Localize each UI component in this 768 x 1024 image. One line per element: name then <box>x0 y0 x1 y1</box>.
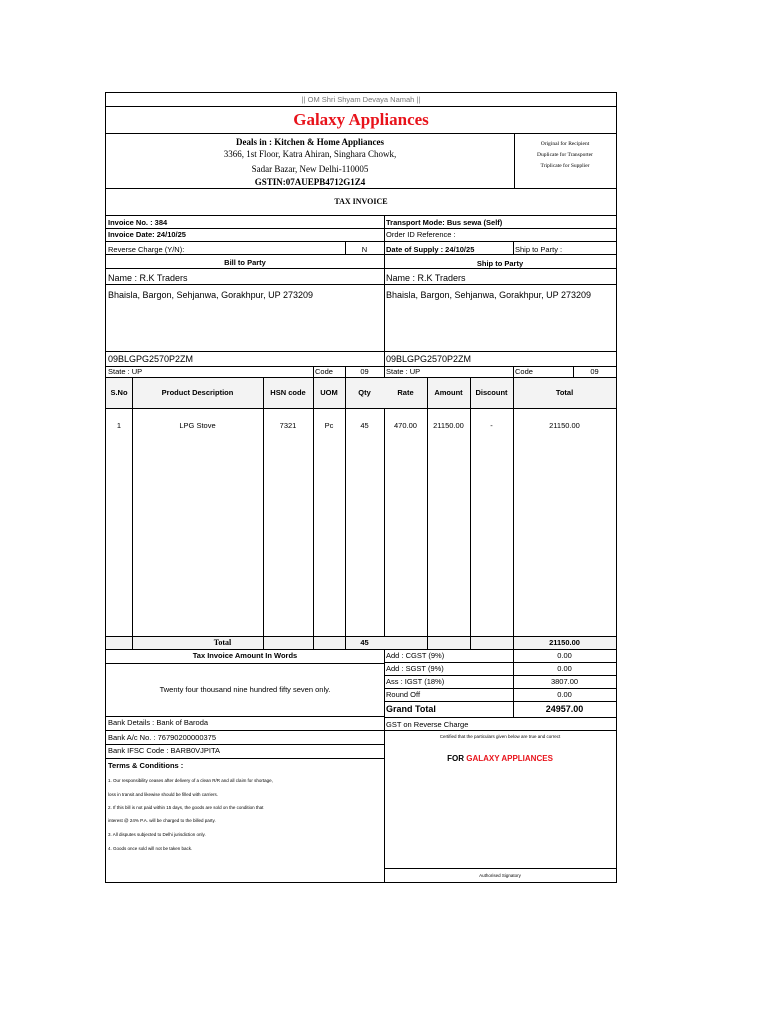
cgst-value: 0.00 <box>557 651 572 660</box>
ship-to-name: Name : R.K Traders <box>386 273 466 283</box>
transport-mode: Transport Mode: Bus sewa (Self) <box>386 218 503 227</box>
item-rate: 470.00 <box>394 421 417 430</box>
authorised-signatory: Authorised Signatory <box>479 873 521 878</box>
item-qty: 45 <box>360 421 369 430</box>
ship-to-party-field: Ship to Party : <box>515 245 563 254</box>
ship-to-code-label: Code <box>515 367 533 376</box>
sgst-label: Add : SGST (9%) <box>386 664 444 673</box>
address-line-2: Sadar Bazar, New Delhi-110005 <box>251 164 369 174</box>
bill-to-heading: Bill to Party <box>224 258 266 267</box>
col-header-uom: UOM <box>320 388 338 397</box>
for-company-line <box>384 753 616 765</box>
invoice-number: Invoice No. : 384 <box>108 218 168 227</box>
terms-heading: Terms & Conditions : <box>108 761 184 770</box>
item-description: LPG Stove <box>179 421 216 430</box>
ship-to-heading: Ship to Party <box>476 259 524 268</box>
terms-line-5: 3. All disputes subjected to Delhi jurisdiction only. <box>108 832 206 837</box>
for-company-name: GALAXY APPLIANCES <box>466 754 553 763</box>
total-amount: 21150.00 <box>549 638 580 647</box>
item-amount: 21150.00 <box>433 421 464 430</box>
document-title: TAX INVOICE <box>334 197 388 206</box>
round-off-value: 0.00 <box>557 690 572 699</box>
item-sno: 1 <box>116 421 122 430</box>
grand-total-value: 24957.00 <box>545 704 584 714</box>
terms-line-1: 1. Our responsibility ceases after delivery of a clean R/R and all claim for shortage, <box>108 778 273 783</box>
terms-line-4: interest @ 24% P.A. will be charged to the billed party. <box>108 818 216 823</box>
bill-to-state: State : UP <box>108 367 143 376</box>
order-id-reference: Order ID Reference : <box>386 230 456 239</box>
deals-in-line: Deals in : Kitchen & Home Appliances <box>236 137 384 147</box>
bank-details: Bank Details : Bank of Baroda <box>108 718 209 727</box>
igst-value: 3807.00 <box>550 677 579 686</box>
cgst-label: Add : CGST (9%) <box>386 651 445 660</box>
amount-in-words-heading: Tax Invoice Amount In Words <box>192 651 298 660</box>
gst-reverse-charge: GST on Reverse Charge <box>386 720 469 729</box>
item-total: 21150.00 <box>549 421 580 430</box>
bill-to-address: Bhaisla, Bargon, Sehjanwa, Gorakhpur, UP 273209 <box>108 290 313 300</box>
item-discount: - <box>490 421 493 430</box>
bank-ifsc-code: Bank IFSC Code : BARB0VJPITA <box>108 746 220 755</box>
col-header-product-description: Product Description <box>161 388 234 397</box>
col-header-sno: S.No <box>110 388 128 397</box>
blessing-line: || OM Shri Shyam Devaya Namah || <box>301 95 421 104</box>
total-row-label: Total <box>213 638 232 647</box>
company-name: Galaxy Appliances <box>293 110 429 129</box>
invoice-date: Invoice Date: 24/10/25 <box>108 230 186 239</box>
col-header-qty: Qty <box>358 388 371 397</box>
col-header-hsn-code: HSN code <box>270 388 306 397</box>
igst-label: Ass : IGST (18%) <box>386 677 445 686</box>
bill-to-name: Name : R.K Traders <box>108 273 188 283</box>
terms-line-6: 4. Goods once sold will not be taken back. <box>108 846 193 851</box>
grand-total-label: Grand Total <box>386 704 436 714</box>
bill-to-code-value: 09 <box>360 367 369 376</box>
tax-invoice-document <box>105 92 617 883</box>
ship-to-address: Bhaisla, Bargon, Sehjanwa, Gorakhpur, UP 273209 <box>386 290 591 300</box>
col-header-discount: Discount <box>475 388 508 397</box>
item-uom: Pc <box>324 421 334 430</box>
certified-statement: Certified that the particulars given below are true and correct <box>439 734 561 739</box>
bill-to-gstin: 09BLGPG2570P2ZM <box>108 354 194 364</box>
company-gstin: GSTIN:07AUEPB4712G1Z4 <box>254 177 366 187</box>
copy-label-triplicate: Triplicate for Supplier <box>540 163 590 169</box>
ship-to-code-value: 09 <box>590 367 599 376</box>
reverse-charge-value: N <box>361 245 368 254</box>
item-hsn: 7321 <box>279 421 297 430</box>
copy-label-original: Original for Recipient <box>540 141 590 147</box>
amount-in-words-text: Twenty four thousand nine hundred fifty seven only. <box>159 685 331 694</box>
reverse-charge-label: Reverse Charge (Y/N): <box>108 245 185 254</box>
for-label: FOR <box>447 754 464 763</box>
round-off-label: Round Off <box>386 690 421 699</box>
sgst-value: 0.00 <box>557 664 572 673</box>
col-header-amount: Amount <box>434 388 463 397</box>
address-line-1: 3366, 1st Floor, Katra Ahiran, Singhara Chowk, <box>223 149 397 159</box>
col-header-total: Total <box>555 388 574 397</box>
total-qty: 45 <box>360 638 369 647</box>
bank-account-number: Bank A/c No. : 76790200000375 <box>108 733 217 742</box>
bill-to-code-label: Code <box>315 367 333 376</box>
terms-line-3: 2. If this bill is not paid within 15 days, the goods are sold on the condition that <box>108 805 264 810</box>
copy-label-duplicate: Duplicate for Transporter <box>537 152 593 158</box>
ship-to-state: State : UP <box>386 367 421 376</box>
terms-line-2: loss in transit and likewise should be filled with carriers. <box>108 792 219 797</box>
date-of-supply: Date of Supply : 24/10/25 <box>386 245 475 254</box>
ship-to-gstin: 09BLGPG2570P2ZM <box>386 354 472 364</box>
col-header-rate: Rate <box>397 388 414 397</box>
